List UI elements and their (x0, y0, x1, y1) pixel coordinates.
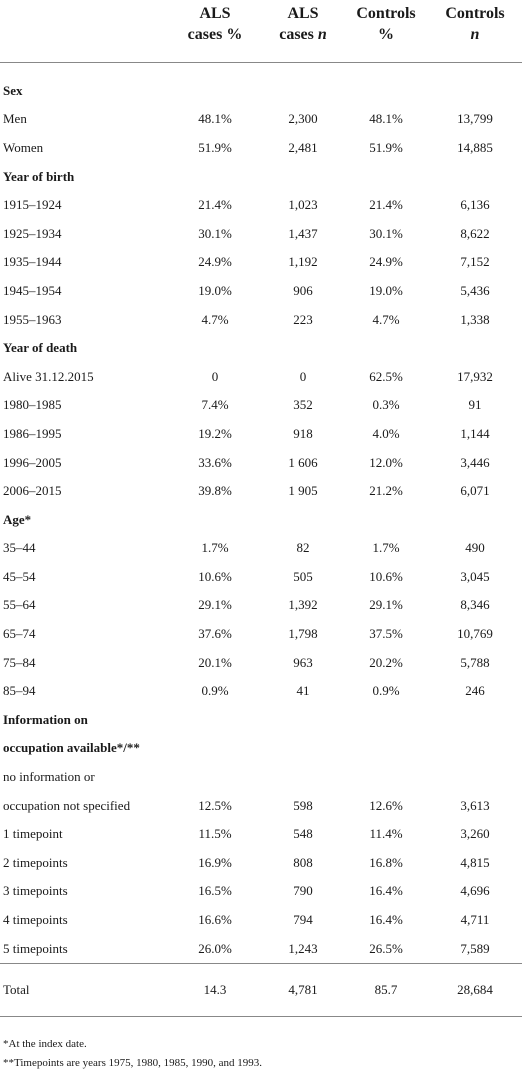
table-row (0, 448, 522, 477)
section-title: occupation available*/** (3, 740, 140, 756)
row-label: 1986–1995 (3, 425, 62, 441)
table-row (0, 477, 522, 506)
table-row (0, 362, 522, 391)
cell-value: 0 (211, 368, 219, 384)
cell-value: 16.8% (369, 854, 403, 870)
cell-value: 28,684 (457, 981, 493, 997)
header-als-pct: ALS cases % (187, 5, 243, 43)
cell-value: 48.1% (198, 111, 232, 127)
cell-value: 30.1% (198, 225, 232, 241)
row-label: 55–64 (3, 597, 36, 613)
section-title: Age* (3, 511, 32, 527)
cell-value: 2,300 (288, 111, 318, 127)
cell-value: 14,885 (457, 139, 493, 155)
cell-value: 352 (293, 397, 313, 413)
row-label: 75–84 (3, 654, 36, 670)
section-heading (0, 77, 522, 106)
cell-value: 4.7% (372, 311, 400, 327)
row-label: 1915–1924 (3, 197, 62, 213)
cell-value: 91 (468, 397, 482, 413)
cell-value: 918 (293, 425, 313, 441)
cell-value: 33.6% (198, 454, 232, 470)
cell-value: 0 (299, 368, 307, 384)
table-header (0, 0, 522, 62)
section-title: Sex (3, 82, 23, 98)
cell-value: 19.0% (198, 282, 232, 298)
cell-value: 505 (293, 568, 313, 584)
section-title: Year of death (3, 340, 78, 356)
cell-value: 51.9% (198, 139, 232, 155)
table-row (0, 849, 522, 878)
cell-value: 1,144 (460, 425, 490, 441)
cell-value: 82 (296, 540, 310, 556)
cell-value: 0.9% (372, 683, 400, 699)
row-label: 65–74 (3, 626, 36, 642)
table-row (0, 791, 522, 820)
footnote-index-date: *At the index date. (3, 1038, 87, 1050)
cell-value: 29.1% (198, 597, 232, 613)
section-title: Year of birth (3, 168, 75, 184)
cell-value: 1 606 (288, 454, 318, 470)
table-row (0, 191, 522, 220)
cell-value: 1.7% (201, 540, 229, 556)
cell-value: 4,781 (288, 981, 318, 997)
row-label: 1996–2005 (3, 454, 62, 470)
section-heading (0, 734, 522, 763)
cell-value: 5,436 (460, 282, 490, 298)
cell-value: 26.0% (198, 940, 232, 956)
header-controls-pct: Controls % (356, 5, 416, 43)
cell-value: 223 (293, 311, 313, 327)
cell-value: 8,622 (460, 225, 490, 241)
section-heading (0, 162, 522, 191)
table-row (0, 877, 522, 906)
cell-value: 21.4% (198, 197, 232, 213)
cell-value: 48.1% (369, 111, 403, 127)
row-label: Men (3, 111, 27, 127)
cell-value: 39.8% (198, 483, 232, 499)
cell-value: 26.5% (369, 940, 403, 956)
cell-value: 1,023 (288, 197, 318, 213)
table-row (0, 305, 522, 334)
cell-value: 37.6% (198, 626, 232, 642)
cell-value: 6,071 (460, 483, 490, 499)
cell-value: 24.9% (198, 254, 232, 270)
row-label: 1955–1963 (3, 311, 62, 327)
cell-value: 85.7 (374, 981, 398, 997)
cell-value: 7,152 (460, 254, 490, 270)
table-row (0, 534, 522, 563)
row-label: 5 timepoints (3, 940, 68, 956)
cell-value: 14.3 (203, 981, 227, 997)
row-label: 1925–1934 (3, 225, 62, 241)
header-empty (0, 0, 168, 62)
row-label: 85–94 (3, 683, 36, 699)
cell-value: 8,346 (460, 597, 490, 613)
row-label: 35–44 (3, 540, 36, 556)
cell-value: 3,260 (460, 826, 490, 842)
row-label: occupation not specified (3, 797, 131, 813)
cell-value: 0.9% (201, 683, 229, 699)
cell-value: 4.0% (372, 425, 400, 441)
cell-value: 1,392 (288, 597, 318, 613)
table-row (0, 648, 522, 677)
row-label: 4 timepoints (3, 912, 68, 928)
table-row (0, 620, 522, 649)
cell-value: 12.0% (369, 454, 403, 470)
cell-value: 246 (465, 683, 485, 699)
cell-value (428, 763, 522, 792)
cell-value: 1,798 (288, 626, 318, 642)
row-label: 45–54 (3, 568, 36, 584)
cell-value: 1,338 (460, 311, 490, 327)
cell-value: 790 (293, 883, 313, 899)
header-controls-n: Controls n (445, 5, 505, 43)
section-title: Information on (3, 711, 88, 727)
footnote-timepoints: **Timepoints are years 1975, 1980, 1985, 1990, and 1993. (3, 1057, 262, 1069)
cell-value: 20.1% (198, 654, 232, 670)
row-label: 1 timepoint (3, 826, 63, 842)
cell-value: 7,589 (460, 940, 490, 956)
cell-value: 20.2% (369, 654, 403, 670)
row-label: Total (3, 981, 30, 997)
table-row (0, 277, 522, 306)
cell-value: 598 (293, 797, 313, 813)
cell-value: 16.6% (198, 912, 232, 928)
cell-value: 37.5% (369, 626, 403, 642)
cell-value: 794 (293, 912, 313, 928)
cell-value: 10.6% (198, 568, 232, 584)
cell-value: 12.6% (369, 797, 403, 813)
cell-value: 29.1% (369, 597, 403, 613)
cell-value (344, 763, 428, 792)
cell-value (262, 763, 344, 792)
cell-value: 5,788 (460, 654, 490, 670)
table-row (0, 934, 522, 963)
cell-value: 2,481 (288, 139, 318, 155)
cell-value: 11.4% (369, 826, 403, 842)
cell-value (168, 763, 262, 792)
table-body (0, 62, 522, 1016)
cell-value: 4,815 (460, 854, 490, 870)
cell-value: 62.5% (369, 368, 403, 384)
table-row (0, 219, 522, 248)
cell-value: 19.2% (198, 425, 232, 441)
cell-value: 16.4% (369, 883, 403, 899)
cell-value: 1,437 (288, 225, 318, 241)
table-row (0, 591, 522, 620)
table-row (0, 134, 522, 163)
cell-value: 3,613 (460, 797, 490, 813)
section-heading (0, 706, 522, 735)
cell-value: 0.3% (372, 397, 400, 413)
cell-value: 1,192 (288, 254, 318, 270)
cell-value: 13,799 (457, 111, 493, 127)
table-row (0, 763, 522, 792)
table-row (0, 820, 522, 849)
row-label: Women (3, 139, 44, 155)
cell-value: 30.1% (369, 225, 403, 241)
row-label: 1945–1954 (3, 282, 62, 298)
row-label: 1935–1944 (3, 254, 62, 270)
cell-value: 1,243 (288, 940, 318, 956)
cell-value: 1 905 (288, 483, 318, 499)
cell-value: 10.6% (369, 568, 403, 584)
cell-value: 24.9% (369, 254, 403, 270)
total-row (0, 963, 522, 1016)
cell-value: 4,711 (460, 912, 490, 928)
cell-value: 51.9% (369, 139, 403, 155)
cell-value: 16.9% (198, 854, 232, 870)
cell-value: 4,696 (460, 883, 490, 899)
cell-value: 17,932 (457, 368, 493, 384)
cell-value: 1.7% (372, 540, 400, 556)
table-row (0, 248, 522, 277)
cell-value: 10,769 (457, 626, 493, 642)
table-row (0, 906, 522, 935)
cell-value: 12.5% (198, 797, 232, 813)
cell-value: 41 (296, 683, 310, 699)
cell-value: 3,045 (460, 568, 490, 584)
section-heading (0, 334, 522, 363)
row-label: 2 timepoints (3, 854, 68, 870)
cell-value: 808 (293, 854, 313, 870)
table-row (0, 105, 522, 134)
cell-value: 19.0% (369, 282, 403, 298)
cell-value: 548 (293, 826, 313, 842)
table-row (0, 420, 522, 449)
cell-value: 963 (293, 654, 313, 670)
table-row (0, 391, 522, 420)
header-als-n: ALS cases n (279, 5, 327, 43)
table-row (0, 563, 522, 592)
cell-value: 16.4% (369, 912, 403, 928)
cell-value: 16.5% (198, 883, 232, 899)
cell-value: 490 (465, 540, 485, 556)
row-label: no information or (3, 769, 95, 785)
cell-value: 906 (293, 282, 313, 298)
table-row (0, 677, 522, 706)
cell-value: 7.4% (201, 397, 229, 413)
row-label: Alive 31.12.2015 (3, 368, 94, 384)
section-heading (0, 505, 522, 534)
cell-value: 21.2% (369, 483, 403, 499)
cell-value: 11.5% (198, 826, 232, 842)
cell-value: 4.7% (201, 311, 229, 327)
cell-value: 3,446 (460, 454, 490, 470)
row-label: 3 timepoints (3, 883, 68, 899)
row-label: 2006–2015 (3, 483, 62, 499)
row-label: 1980–1985 (3, 397, 62, 413)
cell-value: 21.4% (369, 197, 403, 213)
cell-value: 6,136 (460, 197, 490, 213)
